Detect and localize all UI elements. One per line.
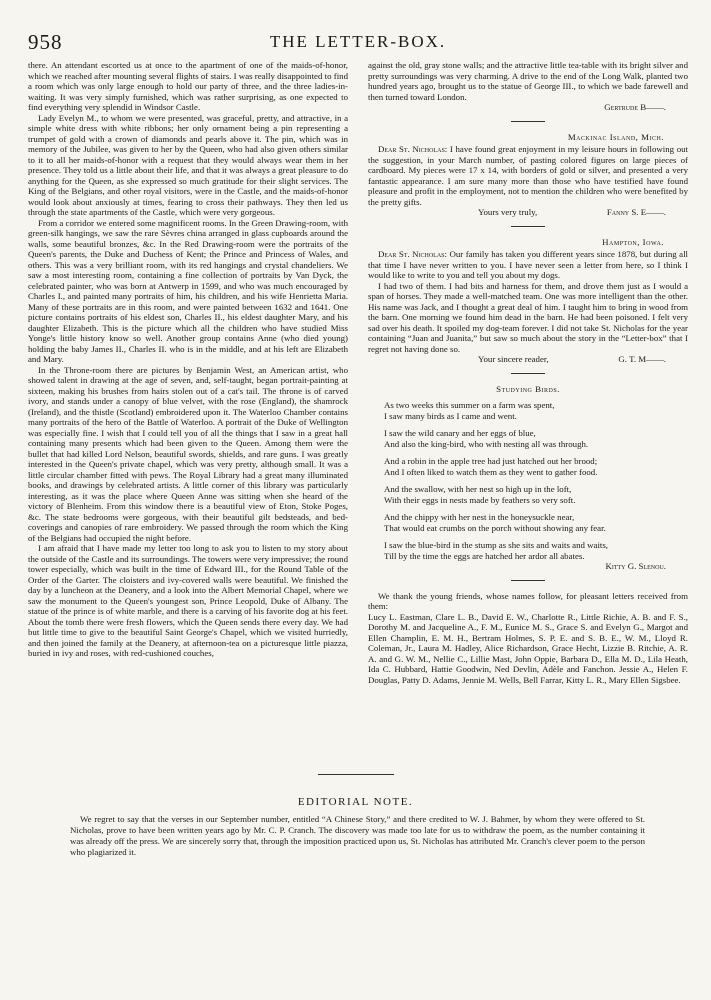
- poem-line: I saw the blue-bird in the stump as she sits and waits and waits,: [384, 540, 609, 550]
- divider: [511, 226, 545, 227]
- letter-closing: [368, 354, 688, 365]
- editorial-note: [70, 814, 645, 858]
- letter-body: I had two of them. I had bits and harness for them, and drove them just as I would a span of horses. They made a well-matched team. One was more intelligent than the other. His name was Jack, and I thought a great deal of him. I taught him to bring in wood from the barn. One morning we found him dead in the barn. He had been poisoned. I felt very sad over his death. It spoiled my dog-team forever. I did not take St. Nicholas for the year containing “Juan and Juanita,” but saw so much about the story in the “Letter-box” that I regret not having done so.: [368, 280, 688, 354]
- paragraph: against the old, gray stone walls; and the attractive little tea-table with its bright silver and pretty surroundings was very charming. A drive to the end of the Long Walk, planted two hundred years ago, brought us to the statue of George III., to which we bade farewell and then turned toward London.: [368, 60, 688, 102]
- poem-line: That would eat crumbs on the porch without showing any fear.: [384, 522, 606, 533]
- stanza: [384, 484, 688, 505]
- stanza: [384, 540, 688, 561]
- signature: G. T. M——.: [618, 354, 666, 364]
- editorial-text: We regret to say that the verses in our September number, entitled “A Chinese Story,” and there credited to W. J. Bahmer, by whom they were offered to St. Nicholas, prove to have been written years ago by Mr. C. P. Cranch. The discovery was made too late for us to withdraw the poem, as the number containing it was already off the press. We are sincerely sorry that, through the imposition practiced upon us, St. Nicholas has attributed Mr. Cranch's clever poem to the person who plagiarized it.: [70, 814, 646, 857]
- poem-line: With their eggs in nests made by feathers so very soft.: [384, 494, 576, 505]
- closing-phrase: Your sincere reader,: [478, 354, 549, 364]
- paragraph: Lady Evelyn M., to whom we were presented, was graceful, pretty, and attractive, in a simple white dress with white ribbons; her only ornament being a pin representing a trumpet of gold with a crown of diamonds and pearls above it. The pin, which was in memory of the Jubilee, was given to her by the Queen, who had also given others similar to it to all her maids-of-honor with a request that they would always wear them in her presence. They told us a little about their life, and that it was always a great pleasure to do anything for the Queen, as she expressed so much gratitude for their slight services. The King of the Belgians, and other royal visitors, were in the Castle, and the maids-of-honor would look about anxiously at times, fearing to cross their pathways. They then led us through the state apartments of the Castle, which were very gorgeous.: [28, 112, 348, 217]
- paragraph: I am afraid that I have made my letter too long to ask you to listen to my story about the outside of the Castle and its surroundings. The towers were very impressive; the round tower especially, which was built in the time of Edward III., for the Round Table of the Order of the Garter. The cloisters and ivy-covered walls were beautiful. We finished the day by a luncheon at the Deanery, and a look into the Albert Memorial Chapel, where we saw the monument to the Queen's youngest son, Prince Leopold, Duke of Albany. The statue of the prince is of white marble, and there is a carving of his favorite dog at his feet. About the tomb there were fresh flowers, which the Queen sends there every day. We had but little time to give to the beautiful Saint George's Chapel, which we visited hurriedly, and then joined the family at the Deanery, at afternoon-tea on a picturesque little piazza, buried in ivy and roses, with red-cushioned couches,: [28, 543, 348, 658]
- letter-text: Our family has taken you different years since 1878, but during all that time I have never written to you. I have never seen a letter from here, so I think I would like to write to you and tell you about my dogs.: [368, 249, 688, 280]
- poem: [368, 400, 688, 561]
- thanks-names: Lucy L. Eastman, Clare L. B., David E. W., Charlotte R., Little Richie, A. B. and F. S., Dorothy M. and Jacqueline A., F. M., Eunice M. S., Grace S. and Evelyn G., Margot and Ellen Champlin, E. M. H., Bertram Holmes, S. P. E. and S. B. E., W. M., Lloyd R. Coleman, Jr., Laura M. Hadley, Alice Richardson, Grace Hecht, Lizzie B. Ritchie, A. R. A. and G. W. M., Nellie C., Lillie Mast, John Oppie, Barbara D., Ella M. D., Lila Heath, Ida C. Hubbard, Hattie Goodwin, Ned Devlin, Adèle and Fanchon. Jessie A., Helen F. Douglas, Patty D. Adams, Jennie M. Wells, Bell Farrar, Kitty L. R., Mary Ellen Sigsbee.: [368, 611, 688, 685]
- poem-line: And the chippy with her nest in the honeysuckle near,: [384, 512, 575, 522]
- thanks-intro: We thank the young friends, whose names follow, for pleasant letters received from them:: [368, 590, 688, 611]
- stanza: [384, 456, 688, 477]
- poem-line: And the swallow, with her nest so high up in the loft,: [384, 484, 572, 494]
- letter-body: [368, 249, 688, 281]
- left-column: [28, 60, 348, 760]
- signature: Fanny S. E——.: [606, 207, 666, 217]
- paragraph: From a corridor we entered some magnificent rooms. In the Green Drawing-room, with green-silk hangings, we saw the rare Sèvres china arranged in glass cupboards around the walls, some beautiful bronzes, &c. In the Red Drawing-room were the portraits of the Queen's parents, the Duke and Duchess of Kent; the Prince and Princess of Wales, and others. This was a very brilliant room, with its red hangings and crystal chandeliers. We saw a most interesting room, containing a fine collection of portraits by Van Dyck, the celebrated painter, who was born at Antwerp in 1599, and who was much encouraged by Charles I., and painted many portraits of him, his children, and his wife Henrietta Maria. Many of these portraits are in this room, and were painted between 1632 and 1641. One picture contains portraits of his eldest son, Charles II., his eldest daughter Mary, and his daughter Elizabeth. This is the picture which all the children who have studied Miss Yonge's little history know so well. Another group contains Anne (who died young) holding the baby James II., Charles II. who is in the middle, and at his left are Elizabeth and Mary.: [28, 217, 348, 364]
- letter-place: Mackinac Island, Mich.: [567, 131, 664, 142]
- signature: Gertrude B——.: [604, 102, 666, 112]
- poem-line: And also the king-bird, who with nesting all was through.: [384, 438, 589, 449]
- paragraph: there. An attendant escorted us at once to the apartment of one of the maids-of-honor, which we reached after mounting several flights of stairs. I was really disappointed to find a room which was only large enough to hold our party of three, and the three ladies-in-waiting. It was very simply furnished, which was rather surprising, as one expected to find everything very splendid in Windsor Castle.: [28, 60, 348, 112]
- letter-text: I have found great enjoyment in my leisure hours in following out the suggestion, in your March number, of pasting colored figures on large pieces of cardboard. My pieces were 17 x 14, with borders of gold or silver, and presented a very fantastic appearance. I am sure many more than those who have testified have found pleasure and profit in the employment, not to mention the children who were benefited by the pretty gifts.: [368, 144, 688, 207]
- poem-line: I saw the wild canary and her eggs of blue,: [384, 428, 536, 438]
- signature: Kitty G. Slenou.: [605, 561, 666, 571]
- running-title: THE LETTER-BOX.: [269, 32, 447, 51]
- letter-closing: [368, 207, 688, 218]
- poem-line: As two weeks this summer on a farm was spent,: [384, 400, 555, 410]
- divider: [318, 774, 394, 775]
- poem-line: Till by the time the eggs are hatched her ardor all abates.: [384, 550, 585, 561]
- poem-line: And a robin in the apple tree had just hatched out her brood;: [384, 456, 598, 466]
- editorial-title: EDITORIAL NOTE.: [297, 796, 414, 808]
- stanza: [384, 428, 688, 449]
- stanza: [384, 512, 688, 533]
- letter-body: [368, 144, 688, 207]
- poem-title: Studying Birds.: [496, 383, 560, 394]
- salutation: Dear St. Nicholas:: [378, 144, 448, 154]
- poem-line: And I often liked to watch them as they went to gather food.: [384, 466, 598, 477]
- closing-phrase: Yours very truly,: [478, 207, 538, 217]
- divider: [511, 373, 545, 374]
- paragraph: In the Throne-room there are pictures by Benjamin West, an American artist, who showed talent in drawing at the age of seven, and, self-taught, began portrait-painting at sixteen, making his brushes from hairs stolen out of a cat's tail. The throne is of carved ivory, and stands under a canopy of blue velvet, with the rose (England), the shamrock (Ireland), and the thistle (Scotland) embroidered upon it. The Waterloo Chamber contains many portraits of the hero of the Battle of Waterloo. A portrait of the Duke of Wellington was especially fine. I wish that I could tell you of all the things that I saw in a great hall containing many presents which had been given to the Queen. Among them were the bullet that had killed Lord Nelson, beautiful swords, shields, and rare guns. I was greatly interested in the Queen's private chapel, which was very pretty, although small. It was a little circular chamber fitted with pews. The Royal Library had a great many illuminated books, and drawings by celebrated artists. A little corner of this library was particularly interesting, as it was the place where Queen Anne was sitting when she heard of the victory of Blenheim. From this window there is a beautiful view of Eton, Stoke Poges, &c. The state bedrooms were gorgeous, with their beautiful gilt bedsteads, and bed-coverings and canopies of rare embroidery. We passed through the room which the King of the Belgians had occupied the night before.: [28, 364, 348, 543]
- letter-place: Hampton, Iowa.: [602, 236, 664, 247]
- right-column: [368, 60, 688, 760]
- stanza: [384, 400, 688, 421]
- divider: [511, 121, 545, 122]
- salutation: Dear St. Nicholas:: [378, 249, 447, 259]
- poem-line: I saw many birds as I came and went.: [384, 410, 517, 421]
- page-header: [28, 30, 688, 58]
- divider: [511, 580, 545, 581]
- page-number: 958: [28, 30, 63, 54]
